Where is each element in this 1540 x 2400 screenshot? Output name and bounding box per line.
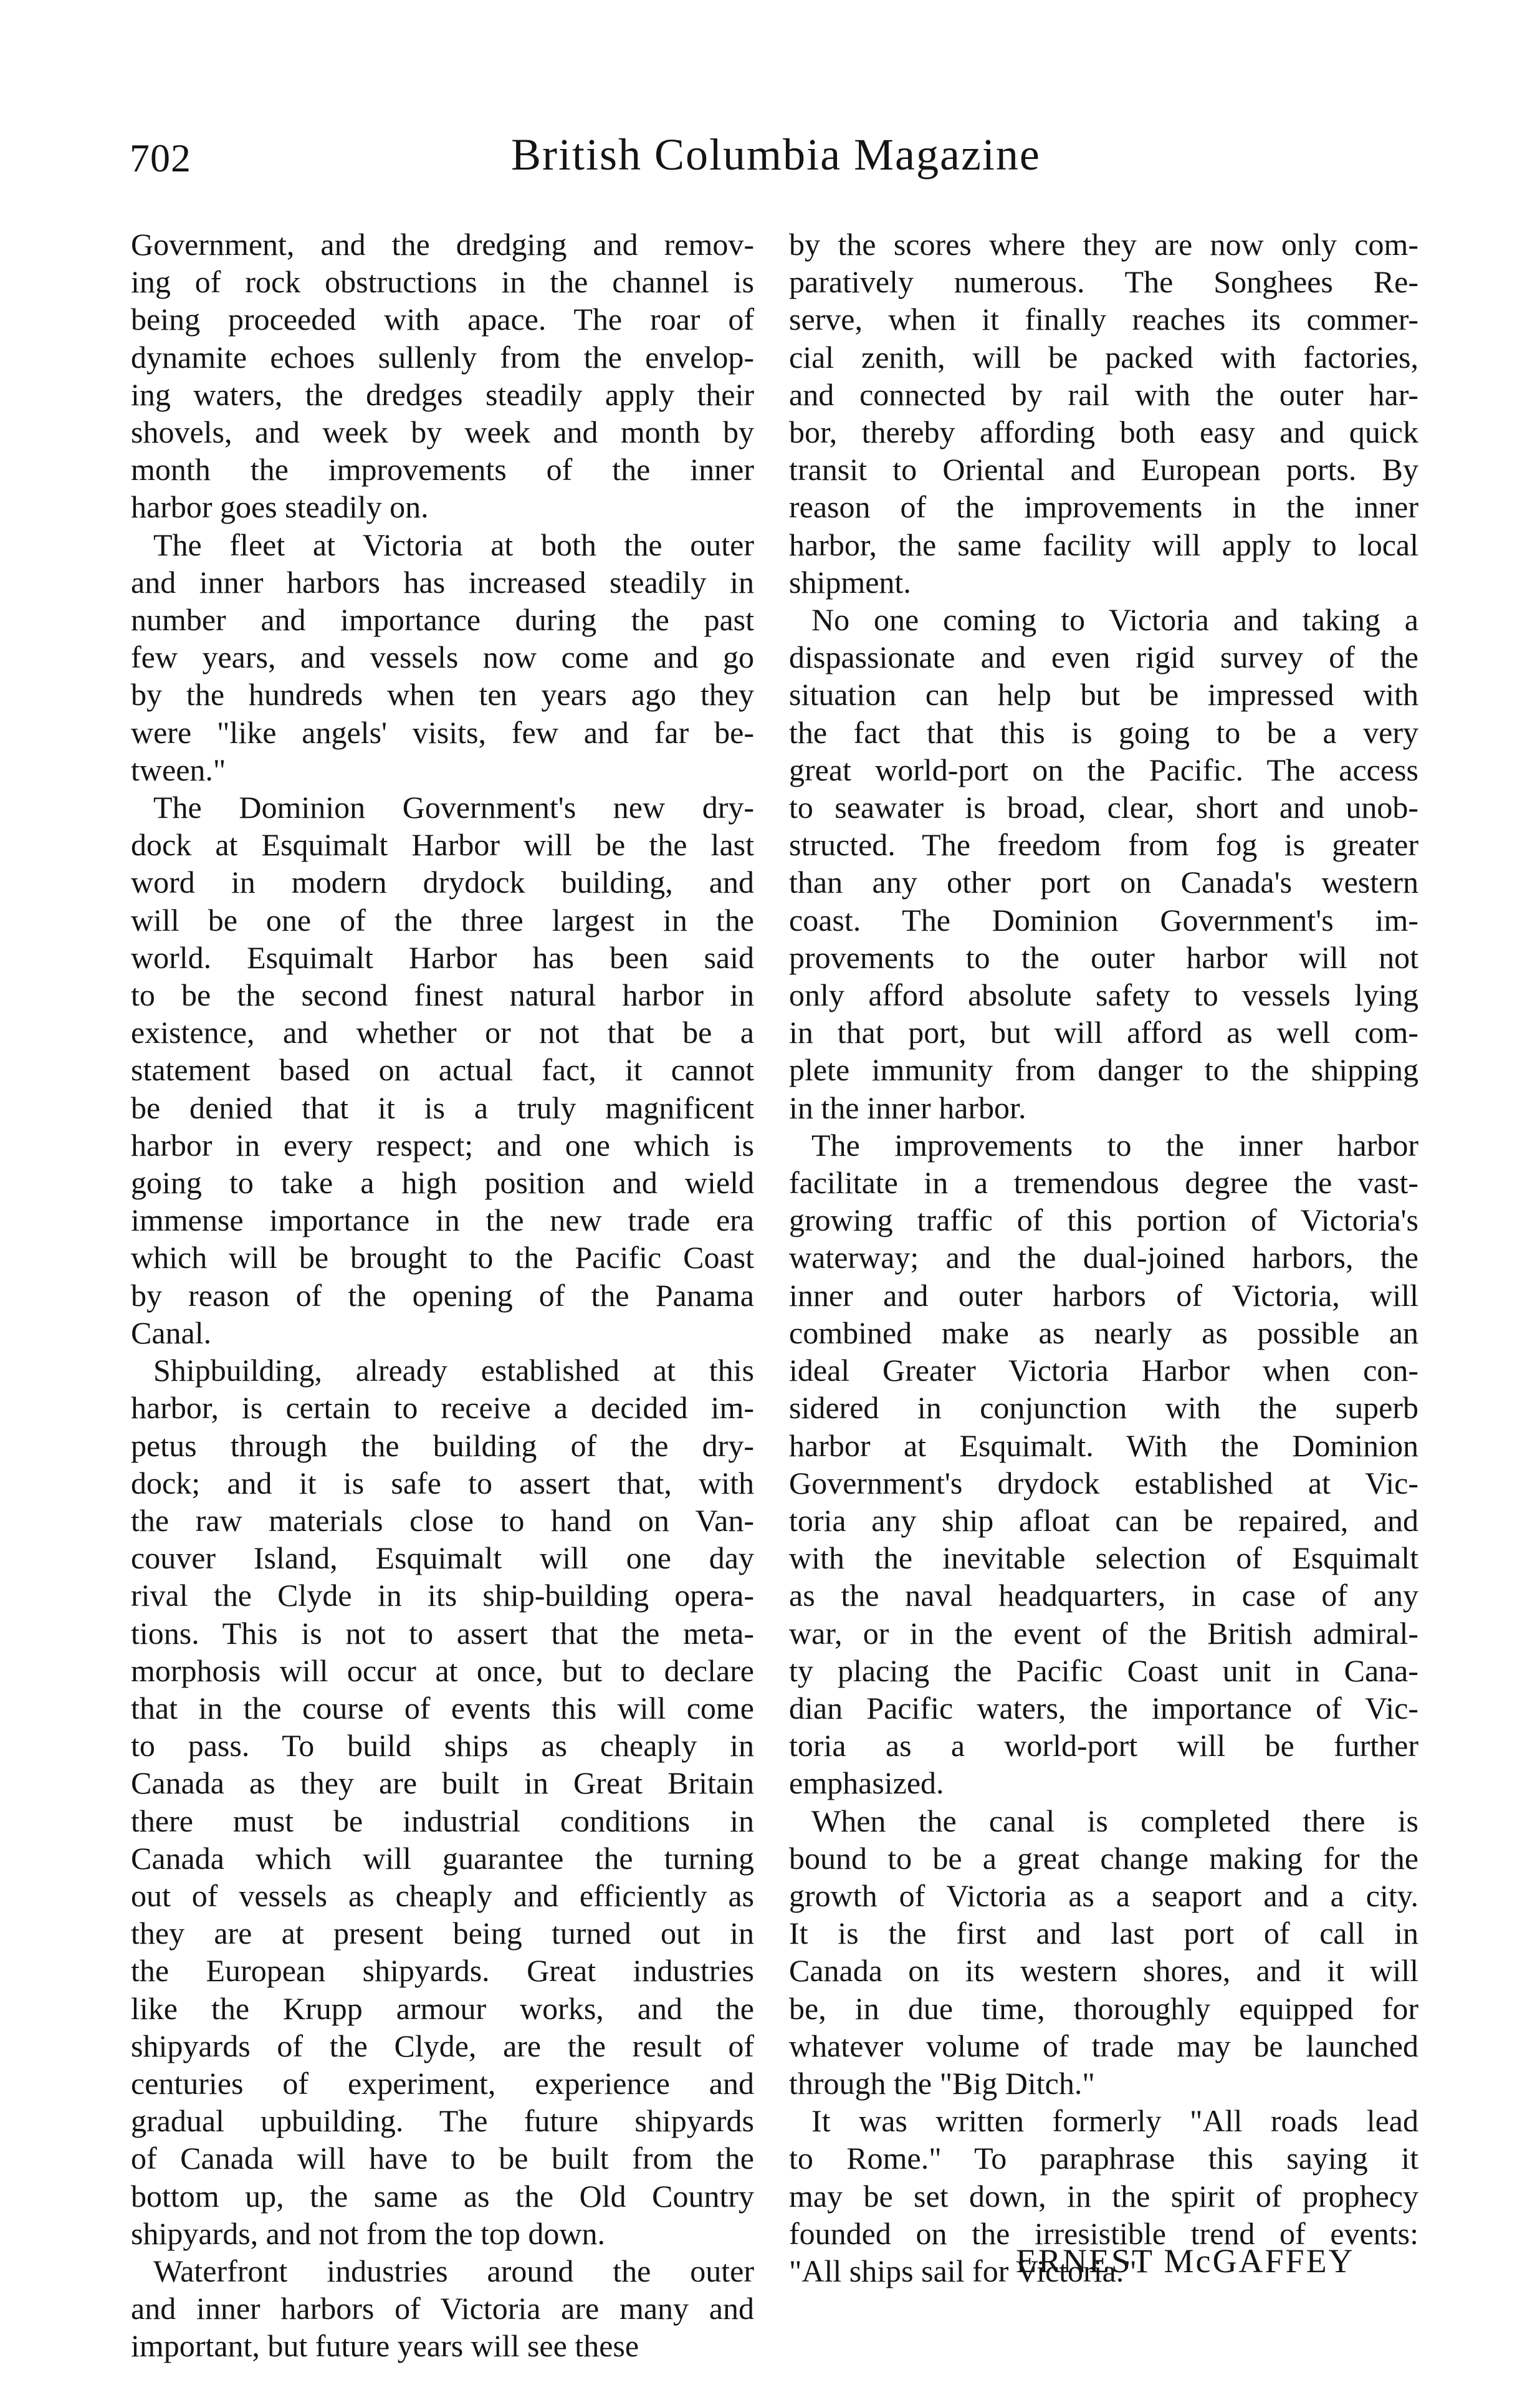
text-line: When the canal is completed there is bbox=[811, 1803, 1418, 1838]
text-line: bor, thereby affording both easy and quick bbox=[789, 415, 1418, 450]
text-line: harbor goes steadily on. bbox=[131, 489, 429, 525]
text-line: only afford absolute safety to vessels lying bbox=[789, 977, 1418, 1013]
text-line: by the scores where they are now only com- bbox=[789, 227, 1418, 262]
text-line: important, but future years will see these bbox=[131, 2328, 639, 2364]
right-column bbox=[789, 226, 1418, 2290]
text-line: immense importance in the new trade era bbox=[131, 1202, 754, 1238]
text-line: tions. This is not to assert that the meta- bbox=[131, 1615, 754, 1651]
text-line: there must be industrial conditions in bbox=[131, 1803, 754, 1838]
text-line: the raw materials close to hand on Van- bbox=[131, 1502, 754, 1538]
text-line: in that port, but will afford as well com- bbox=[789, 1015, 1418, 1050]
text-line: provements to the outer harbor will not bbox=[789, 939, 1418, 975]
text-line: Canada as they are built in Great Britain bbox=[131, 1765, 754, 1801]
text-line: structed. The freedom from fog is greater bbox=[789, 827, 1418, 863]
text-line: will be one of the three largest in the bbox=[131, 902, 754, 938]
text-line: that in the course of events this will come bbox=[131, 1690, 754, 1726]
text-line: growth of Victoria as a seaport and a city. bbox=[789, 1878, 1418, 1913]
text-line: Shipbuilding, already established at this bbox=[153, 1353, 754, 1388]
left-column bbox=[131, 226, 754, 2365]
text-line: to seawater is broad, clear, short and unob- bbox=[789, 790, 1418, 825]
text-line: serve, when it finally reaches its commer- bbox=[789, 302, 1418, 337]
text-line: world. Esquimalt Harbor has been said bbox=[131, 939, 754, 975]
text-line: month the improvements of the inner bbox=[131, 452, 754, 487]
text-line: toria any ship afloat can be repaired, and bbox=[789, 1502, 1418, 1538]
text-line: rival the Clyde in its ship-building opera- bbox=[131, 1578, 754, 1613]
paragraph bbox=[131, 526, 754, 789]
text-line: gradual upbuilding. The future shipyards bbox=[131, 2103, 754, 2139]
paragraph bbox=[789, 1126, 1418, 1802]
text-line: ty placing the Pacific Coast unit in Cana- bbox=[789, 1653, 1418, 1688]
text-line: be, in due time, thoroughly equipped for bbox=[789, 1990, 1418, 2026]
running-head: British Columbia Magazine bbox=[511, 130, 1041, 180]
text-line: Canal. bbox=[131, 1315, 212, 1350]
text-line: reason of the improvements in the inner bbox=[789, 489, 1418, 525]
text-line: toria as a world-port will be further bbox=[789, 1728, 1418, 1764]
text-line: Government, and the dredging and remov- bbox=[131, 227, 754, 262]
text-line: inner and outer harbors of Victoria, will bbox=[789, 1277, 1418, 1313]
text-line: No one coming to Victoria and taking a bbox=[811, 602, 1418, 638]
text-line: in the inner harbor. bbox=[789, 1090, 1026, 1125]
text-line: which will be brought to the Pacific Coast bbox=[131, 1240, 754, 1275]
text-line: sidered in conjunction with the superb bbox=[789, 1390, 1418, 1426]
text-line: whatever volume of trade may be launched bbox=[789, 2028, 1418, 2063]
text-line: transit to Oriental and European ports. By bbox=[789, 452, 1418, 487]
text-line: harbor, the same facility will apply to local bbox=[789, 527, 1418, 562]
text-line: bound to be a great change making for the bbox=[789, 1840, 1418, 1876]
text-line: harbor in every respect; and one which is bbox=[131, 1127, 754, 1163]
text-line: war, or in the event of the British admiral- bbox=[789, 1615, 1418, 1651]
text-line: through the "Big Ditch." bbox=[789, 2065, 1095, 2101]
text-line: by reason of the opening of the Panama bbox=[131, 1277, 754, 1313]
paragraph bbox=[131, 1351, 754, 2252]
text-line: bottom up, the same as the Old Country bbox=[131, 2178, 754, 2214]
text-line: ing waters, the dredges steadily apply their bbox=[131, 377, 754, 412]
text-line: plete immunity from danger to the shipping bbox=[789, 1052, 1418, 1088]
text-line: than any other port on Canada's western bbox=[789, 865, 1418, 900]
text-line: word in modern drydock building, and bbox=[131, 865, 754, 900]
text-line: petus through the building of the dry- bbox=[131, 1428, 754, 1463]
text-line: number and importance during the past bbox=[131, 602, 754, 638]
paragraph bbox=[131, 226, 754, 526]
paragraph bbox=[789, 1802, 1418, 2103]
text-line: shipyards of the Clyde, are the result of bbox=[131, 2028, 754, 2063]
author-signature: ERNEST McGAFFEY bbox=[1016, 2242, 1355, 2280]
text-line: Canada which will guarantee the turning bbox=[131, 1840, 754, 1876]
text-line: "All ships sail for Victoria." bbox=[789, 2253, 1137, 2288]
text-line: coast. The Dominion Government's im- bbox=[789, 902, 1418, 938]
text-line: It was written formerly "All roads lead bbox=[811, 2103, 1418, 2139]
text-line: shipyards, and not from the top down. bbox=[131, 2215, 606, 2251]
text-line: with the inevitable selection of Esquimalt bbox=[789, 1540, 1418, 1576]
paragraph bbox=[131, 789, 754, 1351]
text-line: being proceeded with apace. The roar of bbox=[131, 302, 754, 337]
text-line: shovels, and week by week and month by bbox=[131, 415, 754, 450]
text-line: It is the first and last port of call in bbox=[789, 1916, 1418, 1951]
text-line: they are at present being turned out in bbox=[131, 1916, 754, 1951]
text-line: emphasized. bbox=[789, 1765, 944, 1801]
text-line: and connected by rail with the outer har- bbox=[789, 377, 1418, 412]
text-line: The improvements to the inner harbor bbox=[811, 1127, 1418, 1163]
text-line: like the Krupp armour works, and the bbox=[131, 1990, 754, 2026]
text-line: waterway; and the dual-joined harbors, the bbox=[789, 1240, 1418, 1275]
text-line: existence, and whether or not that be a bbox=[131, 1015, 754, 1050]
text-line: dock at Esquimalt Harbor will be the last bbox=[131, 827, 754, 863]
text-line: dynamite echoes sullenly from the envelop- bbox=[131, 339, 754, 375]
text-line: to Rome." To paraphrase this saying it bbox=[789, 2141, 1418, 2176]
text-line: shipment. bbox=[789, 564, 911, 600]
text-line: be denied that it is a truly magnificent bbox=[131, 1090, 754, 1125]
text-line: statement based on actual fact, it cannot bbox=[131, 1052, 754, 1088]
text-line: Government's drydock established at Vic- bbox=[789, 1465, 1418, 1500]
paragraph bbox=[131, 2252, 754, 2365]
paragraph bbox=[789, 601, 1418, 1126]
text-line: by the hundreds when ten years ago they bbox=[131, 677, 754, 713]
paragraph bbox=[789, 226, 1418, 601]
text-line: tween." bbox=[131, 752, 226, 787]
text-line: were "like angels' visits, few and far be- bbox=[131, 714, 754, 750]
text-line: dispassionate and even rigid survey of the bbox=[789, 640, 1418, 675]
text-line: ing of rock obstructions in the channel is bbox=[131, 264, 754, 300]
text-line: dock; and it is safe to assert that, with bbox=[131, 1465, 754, 1500]
text-line: Waterfront industries around the outer bbox=[153, 2253, 754, 2288]
text-line: growing traffic of this portion of Victoria's bbox=[789, 1202, 1418, 1238]
text-line: harbor, is certain to receive a decided im- bbox=[131, 1390, 754, 1426]
text-line: the fact that this is going to be a very bbox=[789, 714, 1418, 750]
text-line: ideal Greater Victoria Harbor when con- bbox=[789, 1353, 1418, 1388]
text-line: harbor at Esquimalt. With the Dominion bbox=[789, 1428, 1418, 1463]
text-line: going to take a high position and wield bbox=[131, 1165, 754, 1201]
text-line: couver Island, Esquimalt will one day bbox=[131, 1540, 754, 1576]
text-line: paratively numerous. The Songhees Re- bbox=[789, 264, 1418, 300]
text-line: combined make as nearly as possible an bbox=[789, 1315, 1418, 1350]
text-line: dian Pacific waters, the importance of Vic- bbox=[789, 1690, 1418, 1726]
text-line: to be the second finest natural harbor in bbox=[131, 977, 754, 1013]
text-line: of Canada will have to be built from the bbox=[131, 2141, 754, 2176]
text-line: and inner harbors has increased steadily in bbox=[131, 564, 754, 600]
text-line: morphosis will occur at once, but to declare bbox=[131, 1653, 754, 1688]
text-line: out of vessels as cheaply and efficiently as bbox=[131, 1878, 754, 1913]
text-line: as the naval headquarters, in case of any bbox=[789, 1578, 1418, 1613]
text-line: great world-port on the Pacific. The access bbox=[789, 752, 1418, 787]
page-number: 702 bbox=[130, 136, 191, 180]
text-line: centuries of experiment, experience and bbox=[131, 2065, 754, 2101]
text-line: and inner harbors of Victoria are many and bbox=[131, 2291, 754, 2326]
text-line: The fleet at Victoria at both the outer bbox=[153, 527, 754, 562]
text-line: situation can help but be impressed with bbox=[789, 677, 1418, 713]
text-line: The Dominion Government's new dry- bbox=[153, 790, 754, 825]
text-line: to pass. To build ships as cheaply in bbox=[131, 1728, 754, 1764]
text-line: the European shipyards. Great industries bbox=[131, 1953, 754, 1989]
text-line: Canada on its western shores, and it will bbox=[789, 1953, 1418, 1989]
text-line: cial zenith, will be packed with factories, bbox=[789, 339, 1418, 375]
text-line: may be set down, in the spirit of prophecy bbox=[789, 2178, 1418, 2214]
text-line: few years, and vessels now come and go bbox=[131, 640, 754, 675]
text-line: facilitate in a tremendous degree the vast- bbox=[789, 1165, 1418, 1201]
text-line: founded on the irresistible trend of events: bbox=[789, 2215, 1418, 2251]
